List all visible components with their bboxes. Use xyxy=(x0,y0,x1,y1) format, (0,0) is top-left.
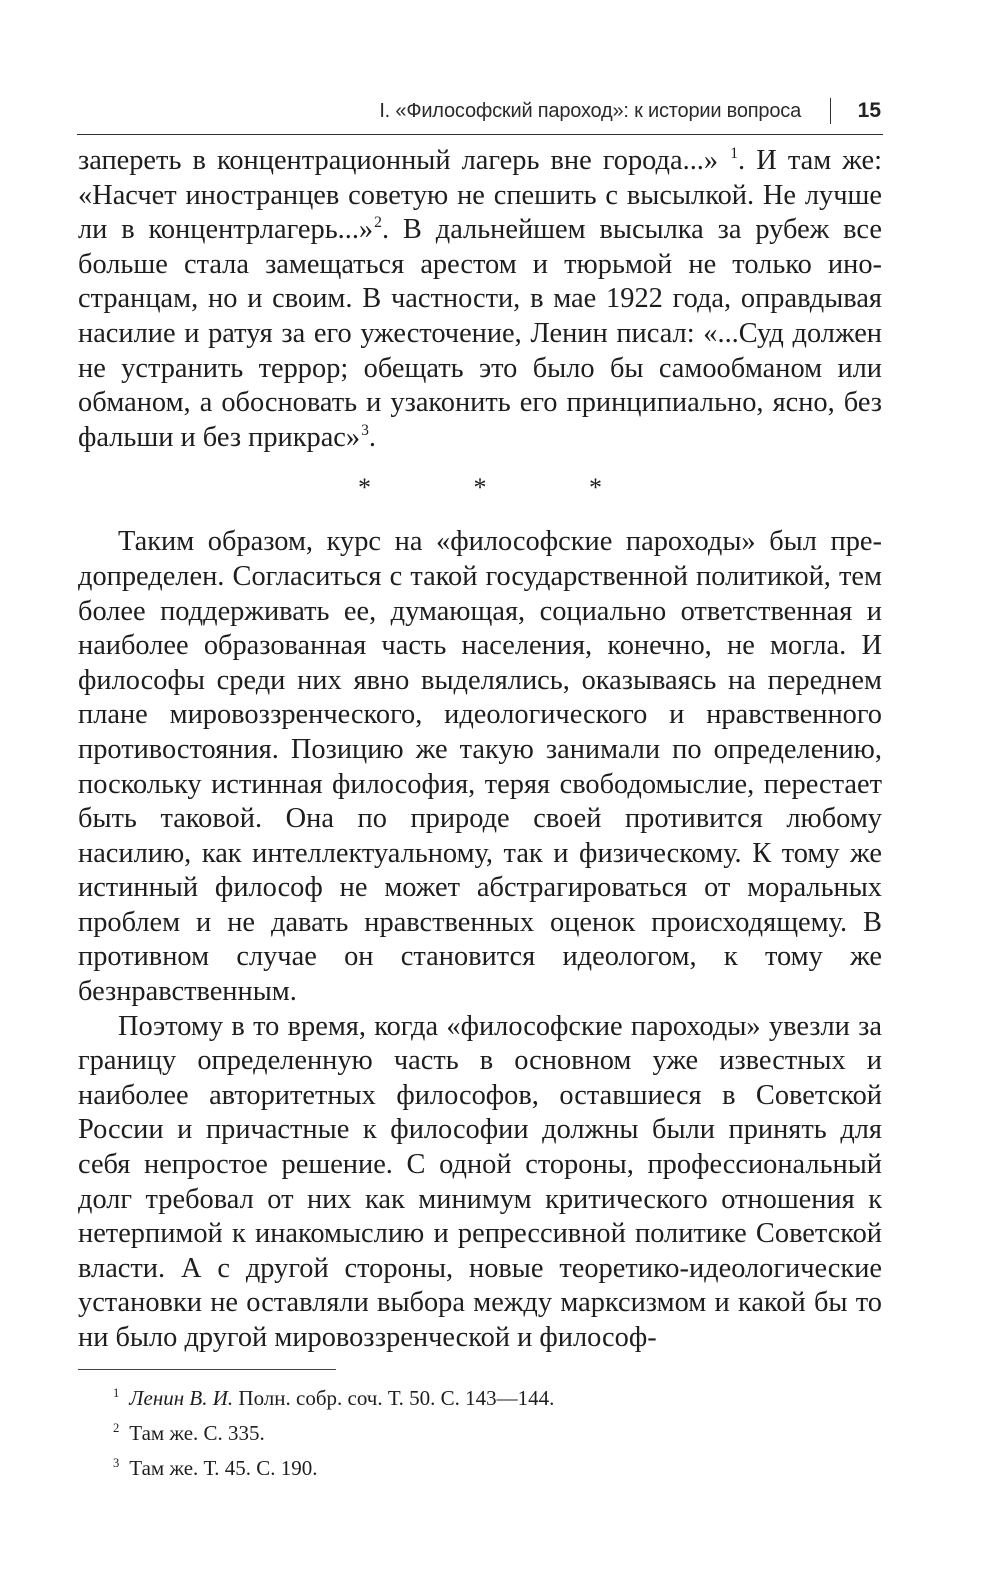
paragraph-1-part-2: . И там же: «Насчет иностранцев советую не спешить с высылкой. Не лучше ли в концентрлагерь...» xyxy=(78,145,882,246)
running-head xyxy=(77,98,883,135)
footnote-text: Полн. собр. соч. Т. 50. С. 143—144. xyxy=(233,1386,555,1410)
footnote-2 xyxy=(112,1416,872,1451)
footnote-3 xyxy=(112,1451,872,1486)
footnote-ref-2: 2 xyxy=(374,214,382,232)
footnote-ref-3: 3 xyxy=(361,421,369,439)
footnote-mark: 2 xyxy=(113,1421,120,1436)
footnote-text: Там же. С. 335. xyxy=(129,1421,265,1445)
footnote-mark: 1 xyxy=(113,1386,120,1401)
footnote-text: Там же. Т. 45. С. 190. xyxy=(129,1456,318,1480)
paragraph-2: Таким образом, курс на «философские пароходы» был предопределен. Согласиться с такой государственной политикой, тем более поддерживать ее, думающая, социально ответственная и наиболее образованная часть населения, конечно, не могла. И философы среди них явно выделялись, оказываясь на переднем плане мировоззренческого, идеологического и нравственного противостояния. Позицию же такую занимали по определению, поскольку истинная философия, теряя свободомыслие, перестает быть таковой. Она по природе своей противится любому насилию, как интеллектуальному, так и физическому. К тому же истинный философ не может абстрагироваться от моральных проблем и не давать нравственных оценок происходящему. В противном случае он становится идеологом, к тому же безнравственным. xyxy=(78,526,882,1008)
paragraph-3: Поэтому в то время, когда «философские пароходы» увезли за границу определенную часть в основном уже известных и наиболее авторитетных философов, оставшиеся в Советской России и причастные к философии должны были принять для себя непростое решение. С одной стороны, профессиональный долг требовал от них как минимум критического отношения к нетерпимой к инакомыслию и репрессивной политике Советской власти. А с другой стороны, новые теоретико-идеологические установки не оставляли выбора между марксизмом и какой бы то ни было другой мировоззренческой и философ- xyxy=(78,1010,882,1353)
chapter-title: I. «Философский пароход»: к истории вопроса xyxy=(379,100,801,122)
footnote-mark: 3 xyxy=(113,1456,120,1471)
section-break-asterism: * * * xyxy=(358,473,650,503)
body-text xyxy=(78,144,882,1356)
paragraph-1 xyxy=(78,144,882,455)
footnotes xyxy=(112,1381,872,1486)
page-number: 15 xyxy=(857,99,881,122)
footnote-rule xyxy=(78,1369,336,1370)
footnote-ref-1: 1 xyxy=(730,145,739,163)
footnote-author: Ленин В. И. xyxy=(129,1386,234,1410)
paragraph-1-part-4: . xyxy=(368,421,377,453)
paragraph-1-part-3: . В дальнейшем высылка за рубеж все больше стала замещаться арестом и тюрьмой не только иностранцам, но и своим. В частности, в мае 1922 года, оправдывая насилие и ратуя за его ужесточение, Ленин писал: «...Суд должен не устранить террор; обещать это было бы самообманом или обманом, а обосновать и узаконить его принципиально, ясно, без фальши и без прикрас» xyxy=(78,214,882,453)
header-separator xyxy=(830,98,832,124)
paragraph-1-part-1: запереть в концентрационный лагерь вне города...» xyxy=(78,145,730,176)
footnote-1 xyxy=(112,1381,872,1416)
